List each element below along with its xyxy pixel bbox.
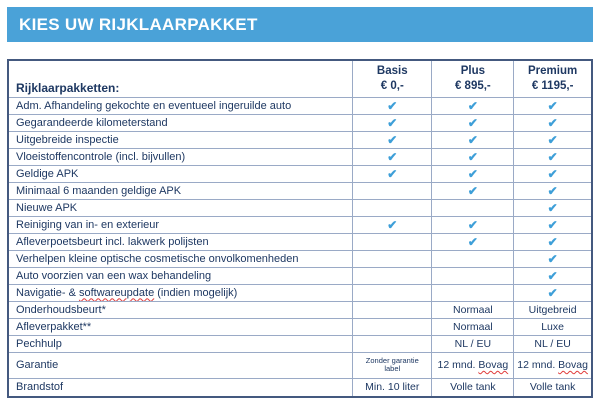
table-row (8, 301, 592, 318)
check-icon: ✔ (514, 97, 592, 114)
empty-cell (432, 199, 514, 216)
check-icon: ✔ (432, 216, 514, 233)
package-name: Premium (528, 64, 578, 77)
package-value: Volle tank (432, 378, 514, 397)
empty-cell (432, 284, 514, 301)
package-price: € 1195,- (531, 79, 574, 92)
feature-label: Gegarandeerde kilometerstand (8, 114, 353, 131)
package-value: Normaal (432, 318, 514, 335)
feature-label: Afleverpoetsbeurt incl. lakwerk polijsten (8, 233, 353, 250)
check-icon: ✔ (432, 233, 514, 250)
package-value: Normaal (432, 301, 514, 318)
feature-label: Verhelpen kleine optische cosmetische onvolkomenheden (8, 250, 353, 267)
check-icon: ✔ (514, 199, 592, 216)
check-icon: ✔ (353, 97, 432, 114)
check-icon: ✔ (432, 97, 514, 114)
check-icon: ✔ (353, 216, 432, 233)
package-value: NL / EU (432, 335, 514, 352)
misspelled-word: Bovag (478, 359, 509, 371)
check-icon: ✔ (514, 131, 592, 148)
check-icon: ✔ (514, 182, 592, 199)
check-icon: ✔ (514, 216, 592, 233)
column-header-premium (514, 60, 592, 97)
package-value: NL / EU (514, 335, 592, 352)
empty-cell (353, 182, 432, 199)
check-icon: ✔ (514, 233, 592, 250)
table-row (8, 284, 592, 301)
page-title: KIES UW RIJKLAARPAKKET (19, 14, 258, 34)
feature-label: Onderhoudsbeurt* (8, 301, 353, 318)
package-value: Volle tank (514, 378, 592, 397)
feature-label: Brandstof (8, 378, 353, 397)
table-row (8, 250, 592, 267)
feature-label: Auto voorzien van een wax behandeling (8, 267, 353, 284)
column-header-basis (353, 60, 432, 97)
package-value: Uitgebreid (514, 301, 592, 318)
package-value: 12 mnd. Bovag (514, 352, 592, 378)
empty-cell (353, 335, 432, 352)
table-row (8, 378, 592, 397)
feature-label: Garantie (8, 352, 353, 378)
misspelled-word: Bovag (558, 359, 588, 371)
check-icon: ✔ (432, 131, 514, 148)
package-value: 12 mnd. Bovag (432, 352, 514, 378)
table-row (8, 267, 592, 284)
check-icon: ✔ (514, 267, 592, 284)
title-banner (7, 7, 593, 42)
feature-label: Adm. Afhandeling gekochte en eventueel ingeruilde auto (8, 97, 353, 114)
table-row (8, 165, 592, 182)
feature-label: Pechhulp (8, 335, 353, 352)
table-row (8, 114, 592, 131)
package-value: Zonder garantie label (353, 352, 432, 378)
feature-label: Nieuwe APK (8, 199, 353, 216)
package-name: Plus (460, 64, 485, 77)
check-icon: ✔ (514, 284, 592, 301)
misspelled-word: softwareupdate (78, 286, 155, 299)
check-icon: ✔ (432, 148, 514, 165)
table-row (8, 318, 592, 335)
check-icon: ✔ (432, 165, 514, 182)
check-icon: ✔ (514, 250, 592, 267)
table-row (8, 148, 592, 165)
empty-cell (353, 318, 432, 335)
table-row (8, 233, 592, 250)
corner-label: Rijklaarpakketten: (8, 60, 353, 97)
check-icon: ✔ (514, 148, 592, 165)
package-value: Min. 10 liter (353, 378, 432, 397)
header-row (8, 60, 592, 97)
check-icon: ✔ (432, 182, 514, 199)
package-value: Luxe (514, 318, 592, 335)
table-row (8, 131, 592, 148)
table-row (8, 335, 592, 352)
check-icon: ✔ (353, 114, 432, 131)
empty-cell (432, 267, 514, 284)
table-header (8, 60, 592, 97)
check-icon: ✔ (514, 114, 592, 131)
package-price: € 895,- (454, 79, 491, 92)
table-row (8, 199, 592, 216)
package-table-body (8, 97, 592, 397)
empty-cell (432, 250, 514, 267)
empty-cell (353, 199, 432, 216)
table-row (8, 182, 592, 199)
check-icon: ✔ (514, 165, 592, 182)
check-icon: ✔ (353, 148, 432, 165)
table-row (8, 97, 592, 114)
empty-cell (353, 233, 432, 250)
feature-label: Vloeistoffencontrole (incl. bijvullen) (8, 148, 353, 165)
empty-cell (353, 301, 432, 318)
check-icon: ✔ (353, 131, 432, 148)
package-price: € 0,- (380, 79, 404, 92)
check-icon: ✔ (432, 114, 514, 131)
table-row (8, 352, 592, 378)
feature-label: Afleverpakket** (8, 318, 353, 335)
empty-cell (353, 250, 432, 267)
feature-label: Uitgebreide inspectie (8, 131, 353, 148)
package-comparison-table (7, 59, 593, 398)
column-header-plus (432, 60, 514, 97)
package-name: Basis (376, 64, 408, 77)
feature-label: Minimaal 6 maanden geldige APK (8, 182, 353, 199)
check-icon: ✔ (353, 165, 432, 182)
feature-label: Reiniging van in- en exterieur (8, 216, 353, 233)
table-row (8, 216, 592, 233)
feature-label: Navigatie- & softwareupdate (indien mogelijk) (8, 284, 353, 301)
empty-cell (353, 267, 432, 284)
empty-cell (353, 284, 432, 301)
feature-label: Geldige APK (8, 165, 353, 182)
